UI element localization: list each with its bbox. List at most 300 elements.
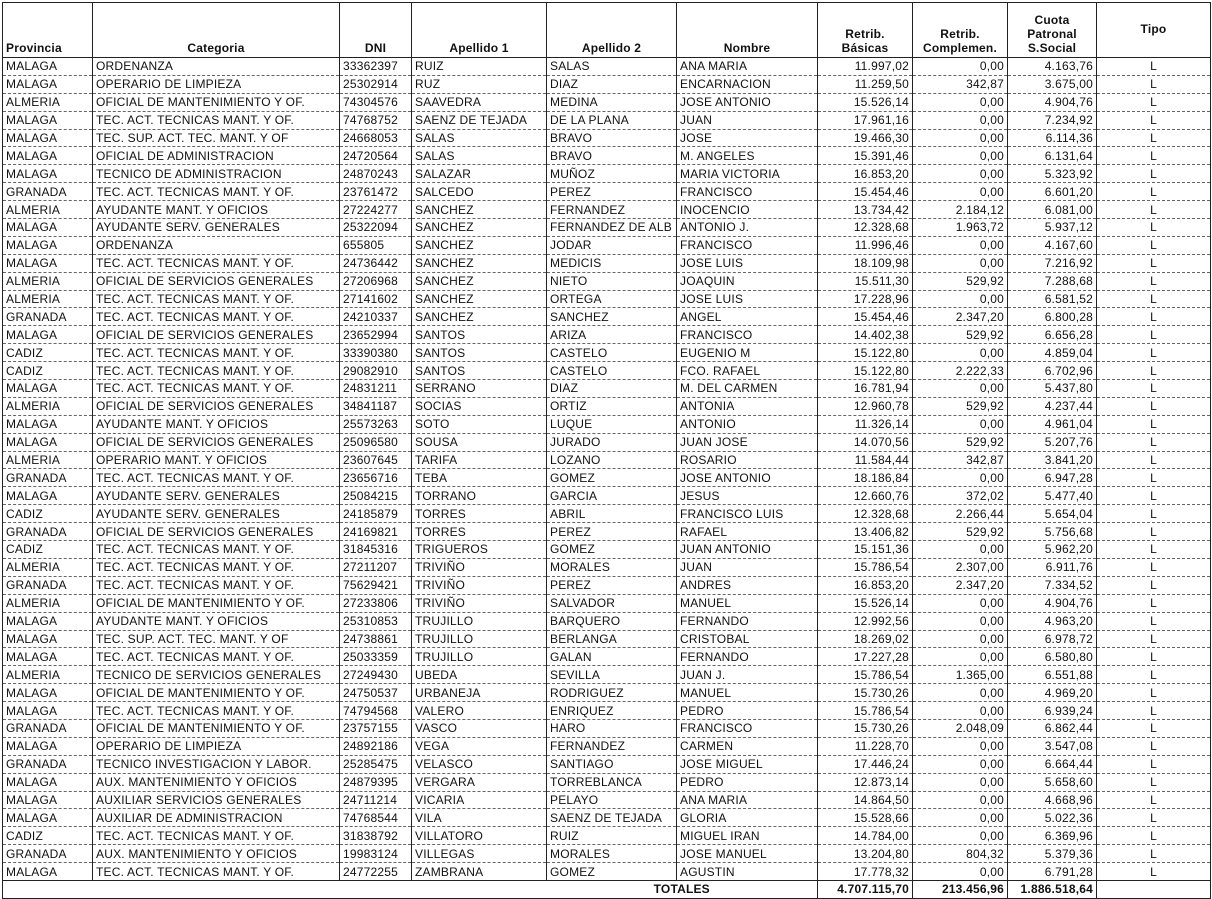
cell-retrib-complemen: 0,00: [913, 254, 1008, 272]
table-row: [3, 219, 1211, 237]
cell-retrib-complemen: 0,00: [913, 773, 1008, 791]
cell-cuota-patronal: 4.904,76: [1008, 594, 1097, 612]
cell-retrib-complemen: 0,00: [913, 111, 1008, 129]
cell-categoria: TEC. ACT. TECNICAS MANT. Y OF.: [93, 558, 340, 576]
header-tipo: Tipo: [1097, 3, 1211, 58]
cell-apellido-2: GALAN: [547, 648, 677, 666]
cell-dni: 29082910: [340, 362, 412, 380]
cell-categoria: TEC. ACT. TECNICAS MANT. Y OF.: [93, 308, 340, 326]
cell-provincia: MALAGA: [3, 702, 93, 720]
cell-apellido-1: TRUJILLO: [412, 630, 547, 648]
cell-dni: 19983124: [340, 845, 412, 863]
cell-retrib-complemen: 0,00: [913, 737, 1008, 755]
cell-provincia: GRANADA: [3, 576, 93, 594]
cell-categoria: ORDENANZA: [93, 236, 340, 254]
table-row: [3, 666, 1211, 684]
cell-dni: 27224277: [340, 201, 412, 219]
cell-cuota-patronal: 6.800,28: [1008, 308, 1097, 326]
cell-dni: 24736442: [340, 254, 412, 272]
cell-apellido-1: UBEDA: [412, 666, 547, 684]
cell-tipo: L: [1097, 630, 1211, 648]
table-row: [3, 147, 1211, 165]
cell-apellido-1: SALAS: [412, 147, 547, 165]
cell-cuota-patronal: 6.369,96: [1008, 827, 1097, 845]
cell-nombre: ANDRES: [677, 576, 818, 594]
cell-retrib-complemen: 529,92: [913, 272, 1008, 290]
cell-nombre: CRISTOBAL: [677, 630, 818, 648]
cell-nombre: JUAN JOSE: [677, 433, 818, 451]
cell-nombre: PEDRO: [677, 773, 818, 791]
cell-nombre: FRANCISCO: [677, 236, 818, 254]
table-row: [3, 630, 1211, 648]
cell-apellido-1: VILLATORO: [412, 827, 547, 845]
cell-apellido-2: MEDINA: [547, 93, 677, 111]
cell-apellido-1: SALCEDO: [412, 183, 547, 201]
cell-provincia: MALAGA: [3, 380, 93, 398]
cell-dni: 27206968: [340, 272, 412, 290]
cell-tipo: L: [1097, 791, 1211, 809]
cell-nombre: FRANCISCO LUIS: [677, 505, 818, 523]
header-row: [3, 3, 1211, 58]
cell-provincia: MALAGA: [3, 326, 93, 344]
cell-apellido-2: DIAZ: [547, 75, 677, 93]
cell-apellido-1: URBANEJA: [412, 684, 547, 702]
cell-dni: 25573263: [340, 415, 412, 433]
cell-apellido-2: CASTELO: [547, 344, 677, 362]
cell-provincia: CADIZ: [3, 362, 93, 380]
cell-provincia: MALAGA: [3, 809, 93, 827]
cell-categoria: ORDENANZA: [93, 58, 340, 76]
cell-retrib-complemen: 0,00: [913, 290, 1008, 308]
cell-apellido-1: TEBA: [412, 469, 547, 487]
cell-nombre: M. ANGELES: [677, 147, 818, 165]
cell-retrib-complemen: 372,02: [913, 487, 1008, 505]
cell-categoria: OFICIAL DE SERVICIOS GENERALES: [93, 272, 340, 290]
table-row: [3, 451, 1211, 469]
cell-apellido-2: SALAS: [547, 58, 677, 76]
cell-cuota-patronal: 6.978,72: [1008, 630, 1097, 648]
cell-dni: 34841187: [340, 397, 412, 415]
table-row: [3, 791, 1211, 809]
cell-retrib-basicas: 15.122,80: [818, 362, 913, 380]
table-row: [3, 827, 1211, 845]
cell-provincia: ALMERIA: [3, 558, 93, 576]
cell-tipo: L: [1097, 380, 1211, 398]
cell-categoria: TEC. ACT. TECNICAS MANT. Y OF.: [93, 469, 340, 487]
cell-provincia: GRANADA: [3, 469, 93, 487]
table-row: [3, 344, 1211, 362]
header-retrib-basicas: Retrib. Básicas: [818, 3, 913, 58]
cell-tipo: L: [1097, 505, 1211, 523]
cell-apellido-1: TRIVIÑO: [412, 594, 547, 612]
cell-cuota-patronal: 5.379,36: [1008, 845, 1097, 863]
cell-tipo: L: [1097, 594, 1211, 612]
cell-categoria: TEC. ACT. TECNICAS MANT. Y OF.: [93, 254, 340, 272]
cell-apellido-1: TRUJILLO: [412, 648, 547, 666]
cell-cuota-patronal: 5.658,60: [1008, 773, 1097, 791]
cell-retrib-basicas: 15.454,46: [818, 308, 913, 326]
cell-provincia: GRANADA: [3, 719, 93, 737]
cell-dni: 75629421: [340, 576, 412, 594]
cell-dni: 25310853: [340, 612, 412, 630]
cell-categoria: TEC. ACT. TECNICAS MANT. Y OF.: [93, 576, 340, 594]
table-row: [3, 362, 1211, 380]
cell-retrib-basicas: 11.997,02: [818, 58, 913, 76]
cell-tipo: L: [1097, 397, 1211, 415]
cell-apellido-2: SEVILLA: [547, 666, 677, 684]
cell-nombre: JUAN ANTONIO: [677, 541, 818, 559]
cell-apellido-2: MEDICIS: [547, 254, 677, 272]
cell-cuota-patronal: 3.547,08: [1008, 737, 1097, 755]
cell-dni: 23607645: [340, 451, 412, 469]
cell-categoria: OFICIAL DE MANTENIMIENTO Y OF.: [93, 684, 340, 702]
cell-retrib-complemen: 1.365,00: [913, 666, 1008, 684]
cell-apellido-2: RUIZ: [547, 827, 677, 845]
cell-cuota-patronal: 4.859,04: [1008, 344, 1097, 362]
cell-tipo: L: [1097, 487, 1211, 505]
cell-tipo: L: [1097, 666, 1211, 684]
cell-dni: 23761472: [340, 183, 412, 201]
cell-cuota-patronal: 5.022,36: [1008, 809, 1097, 827]
cell-tipo: L: [1097, 451, 1211, 469]
cell-retrib-basicas: 15.151,36: [818, 541, 913, 559]
cell-retrib-complemen: 0,00: [913, 58, 1008, 76]
cell-tipo: L: [1097, 469, 1211, 487]
cell-tipo: L: [1097, 272, 1211, 290]
cell-cuota-patronal: 6.656,28: [1008, 326, 1097, 344]
table-row: [3, 254, 1211, 272]
cell-apellido-1: SANCHEZ: [412, 308, 547, 326]
cell-retrib-complemen: 2.222,33: [913, 362, 1008, 380]
cell-retrib-basicas: 15.786,54: [818, 702, 913, 720]
cell-dni: 24720564: [340, 147, 412, 165]
cell-cuota-patronal: 7.234,92: [1008, 111, 1097, 129]
cell-nombre: FERNANDO: [677, 648, 818, 666]
cell-dni: 27211207: [340, 558, 412, 576]
cell-retrib-basicas: 15.786,54: [818, 666, 913, 684]
cell-tipo: L: [1097, 290, 1211, 308]
table-row: [3, 773, 1211, 791]
table-row: [3, 702, 1211, 720]
cell-provincia: GRANADA: [3, 845, 93, 863]
cell-cuota-patronal: 6.580,80: [1008, 648, 1097, 666]
table-row: [3, 594, 1211, 612]
cell-dni: 23652994: [340, 326, 412, 344]
cell-provincia: CADIZ: [3, 344, 93, 362]
cell-retrib-basicas: 15.526,14: [818, 93, 913, 111]
cell-provincia: MALAGA: [3, 111, 93, 129]
cell-cuota-patronal: 6.664,44: [1008, 755, 1097, 773]
table-row: [3, 648, 1211, 666]
cell-retrib-complemen: 2.347,20: [913, 576, 1008, 594]
table-row: [3, 845, 1211, 863]
cell-cuota-patronal: 5.207,76: [1008, 433, 1097, 451]
cell-cuota-patronal: 6.947,28: [1008, 469, 1097, 487]
cell-retrib-complemen: 342,87: [913, 451, 1008, 469]
cell-apellido-2: SALVADOR: [547, 594, 677, 612]
cell-categoria: TEC. ACT. TECNICAS MANT. Y OF.: [93, 541, 340, 559]
cell-retrib-complemen: 0,00: [913, 541, 1008, 559]
cell-categoria: AYUDANTE MANT. Y OFICIOS: [93, 201, 340, 219]
cell-cuota-patronal: 6.791,28: [1008, 863, 1097, 881]
totals-empty-cell: [412, 880, 547, 898]
cell-apellido-1: SANCHEZ: [412, 272, 547, 290]
cell-provincia: GRANADA: [3, 183, 93, 201]
cell-tipo: L: [1097, 684, 1211, 702]
cell-tipo: L: [1097, 362, 1211, 380]
table-row: [3, 433, 1211, 451]
cell-cuota-patronal: 4.963,20: [1008, 612, 1097, 630]
cell-apellido-1: SAAVEDRA: [412, 93, 547, 111]
cell-provincia: ALMERIA: [3, 594, 93, 612]
cell-retrib-complemen: 0,00: [913, 165, 1008, 183]
cell-retrib-complemen: 0,00: [913, 183, 1008, 201]
cell-tipo: L: [1097, 415, 1211, 433]
cell-apellido-2: MORALES: [547, 558, 677, 576]
cell-retrib-complemen: 0,00: [913, 415, 1008, 433]
cell-tipo: L: [1097, 183, 1211, 201]
cell-nombre: ROSARIO: [677, 451, 818, 469]
cell-categoria: TEC. ACT. TECNICAS MANT. Y OF.: [93, 344, 340, 362]
cell-categoria: TEC. ACT. TECNICAS MANT. Y OF.: [93, 362, 340, 380]
cell-dni: 24210337: [340, 308, 412, 326]
cell-cuota-patronal: 7.334,52: [1008, 576, 1097, 594]
cell-categoria: OFICIAL DE SERVICIOS GENERALES: [93, 397, 340, 415]
cell-retrib-basicas: 15.730,26: [818, 719, 913, 737]
cell-tipo: L: [1097, 558, 1211, 576]
cell-apellido-2: PEREZ: [547, 576, 677, 594]
cell-categoria: OFICIAL DE SERVICIOS GENERALES: [93, 523, 340, 541]
totals-row: [3, 880, 1211, 898]
cell-tipo: L: [1097, 648, 1211, 666]
cell-dni: 27141602: [340, 290, 412, 308]
cell-apellido-2: FERNANDEZ: [547, 201, 677, 219]
cell-apellido-1: SALAZAR: [412, 165, 547, 183]
table-row: [3, 576, 1211, 594]
cell-retrib-complemen: 2.048,09: [913, 719, 1008, 737]
cell-apellido-2: BERLANGA: [547, 630, 677, 648]
cell-retrib-basicas: 13.406,82: [818, 523, 913, 541]
cell-nombre: EUGENIO M: [677, 344, 818, 362]
cell-apellido-1: VASCO: [412, 719, 547, 737]
cell-retrib-complemen: 0,00: [913, 827, 1008, 845]
table-row: [3, 201, 1211, 219]
cell-cuota-patronal: 5.654,04: [1008, 505, 1097, 523]
table-row: [3, 380, 1211, 398]
cell-retrib-complemen: 0,00: [913, 702, 1008, 720]
cell-nombre: JOSE ANTONIO: [677, 469, 818, 487]
payroll-table: [2, 2, 1211, 899]
cell-retrib-basicas: 12.873,14: [818, 773, 913, 791]
cell-apellido-2: GOMEZ: [547, 863, 677, 881]
cell-retrib-basicas: 11.584,44: [818, 451, 913, 469]
table-row: [3, 236, 1211, 254]
cell-categoria: TEC. ACT. TECNICAS MANT. Y OF.: [93, 183, 340, 201]
table-row: [3, 272, 1211, 290]
table-row: [3, 93, 1211, 111]
totals-empty-cell: [340, 880, 412, 898]
cell-apellido-2: CASTELO: [547, 362, 677, 380]
cell-tipo: L: [1097, 576, 1211, 594]
cell-retrib-complemen: 529,92: [913, 397, 1008, 415]
cell-retrib-complemen: 0,00: [913, 863, 1008, 881]
cell-nombre: JOSE: [677, 129, 818, 147]
cell-retrib-basicas: 14.402,38: [818, 326, 913, 344]
cell-apellido-2: NIETO: [547, 272, 677, 290]
cell-cuota-patronal: 7.288,68: [1008, 272, 1097, 290]
cell-dni: 24892186: [340, 737, 412, 755]
cell-categoria: AYUDANTE SERV. GENERALES: [93, 505, 340, 523]
cell-nombre: FERNANDO: [677, 612, 818, 630]
cell-tipo: L: [1097, 809, 1211, 827]
cell-provincia: ALMERIA: [3, 666, 93, 684]
cell-provincia: MALAGA: [3, 75, 93, 93]
cell-apellido-2: GARCIA: [547, 487, 677, 505]
cell-dni: 24738861: [340, 630, 412, 648]
cell-apellido-2: ORTIZ: [547, 397, 677, 415]
cell-cuota-patronal: 5.962,20: [1008, 541, 1097, 559]
cell-apellido-2: RODRIGUEZ: [547, 684, 677, 702]
cell-dni: 31838792: [340, 827, 412, 845]
cell-dni: 24879395: [340, 773, 412, 791]
cell-nombre: ANA MARIA: [677, 791, 818, 809]
cell-cuota-patronal: 6.939,24: [1008, 702, 1097, 720]
cell-tipo: L: [1097, 147, 1211, 165]
cell-retrib-basicas: 17.446,24: [818, 755, 913, 773]
cell-retrib-basicas: 16.853,20: [818, 165, 913, 183]
cell-retrib-basicas: 14.784,00: [818, 827, 913, 845]
cell-retrib-complemen: 0,00: [913, 147, 1008, 165]
cell-tipo: L: [1097, 93, 1211, 111]
cell-retrib-basicas: 19.466,30: [818, 129, 913, 147]
cell-dni: 24668053: [340, 129, 412, 147]
table-row: [3, 183, 1211, 201]
cell-retrib-complemen: 0,00: [913, 809, 1008, 827]
cell-apellido-1: SANTOS: [412, 362, 547, 380]
cell-nombre: MIGUEL IRAN: [677, 827, 818, 845]
cell-provincia: GRANADA: [3, 755, 93, 773]
cell-retrib-basicas: 17.778,32: [818, 863, 913, 881]
cell-retrib-basicas: 11.326,14: [818, 415, 913, 433]
cell-apellido-2: ORTEGA: [547, 290, 677, 308]
cell-retrib-complemen: 2.184,12: [913, 201, 1008, 219]
cell-provincia: GRANADA: [3, 308, 93, 326]
cell-apellido-1: SANTOS: [412, 344, 547, 362]
cell-dni: 74768544: [340, 809, 412, 827]
cell-retrib-basicas: 18.269,02: [818, 630, 913, 648]
cell-retrib-basicas: 11.996,46: [818, 236, 913, 254]
cell-provincia: MALAGA: [3, 773, 93, 791]
cell-apellido-2: FERNANDEZ: [547, 737, 677, 755]
totals-retrib-complemen: 213.456,96: [913, 880, 1008, 898]
cell-nombre: FRANCISCO: [677, 326, 818, 344]
cell-dni: 33390380: [340, 344, 412, 362]
cell-tipo: L: [1097, 58, 1211, 76]
cell-tipo: L: [1097, 827, 1211, 845]
cell-apellido-1: SANCHEZ: [412, 290, 547, 308]
table-row: [3, 487, 1211, 505]
cell-retrib-complemen: 2.266,44: [913, 505, 1008, 523]
cell-apellido-2: BRAVO: [547, 147, 677, 165]
cell-provincia: CADIZ: [3, 541, 93, 559]
header-categoria: Categoria: [93, 3, 340, 58]
cell-apellido-1: VILA: [412, 809, 547, 827]
cell-tipo: L: [1097, 75, 1211, 93]
cell-nombre: FCO. RAFAEL: [677, 362, 818, 380]
cell-cuota-patronal: 6.081,00: [1008, 201, 1097, 219]
cell-cuota-patronal: 6.911,76: [1008, 558, 1097, 576]
cell-apellido-1: SANCHEZ: [412, 254, 547, 272]
cell-tipo: L: [1097, 129, 1211, 147]
cell-tipo: L: [1097, 344, 1211, 362]
cell-apellido-2: DE LA PLANA: [547, 111, 677, 129]
cell-dni: 74768752: [340, 111, 412, 129]
cell-tipo: L: [1097, 541, 1211, 559]
cell-retrib-basicas: 12.328,68: [818, 505, 913, 523]
cell-provincia: GRANADA: [3, 523, 93, 541]
cell-apellido-2: LOZANO: [547, 451, 677, 469]
cell-dni: 24169821: [340, 523, 412, 541]
table-row: [3, 326, 1211, 344]
cell-provincia: MALAGA: [3, 147, 93, 165]
cell-nombre: RAFAEL: [677, 523, 818, 541]
cell-apellido-2: FERNANDEZ DE ALB: [547, 219, 677, 237]
cell-retrib-complemen: 0,00: [913, 648, 1008, 666]
cell-retrib-complemen: 0,00: [913, 612, 1008, 630]
cell-retrib-complemen: 0,00: [913, 236, 1008, 254]
cell-cuota-patronal: 6.131,64: [1008, 147, 1097, 165]
cell-categoria: TEC. ACT. TECNICAS MANT. Y OF.: [93, 290, 340, 308]
cell-retrib-basicas: 15.454,46: [818, 183, 913, 201]
cell-provincia: ALMERIA: [3, 451, 93, 469]
cell-cuota-patronal: 4.961,04: [1008, 415, 1097, 433]
cell-provincia: MALAGA: [3, 737, 93, 755]
cell-nombre: FRANCISCO: [677, 183, 818, 201]
cell-apellido-1: SOTO: [412, 415, 547, 433]
cell-apellido-2: PEREZ: [547, 523, 677, 541]
cell-cuota-patronal: 4.167,60: [1008, 236, 1097, 254]
cell-retrib-basicas: 11.228,70: [818, 737, 913, 755]
cell-retrib-complemen: 0,00: [913, 93, 1008, 111]
cell-apellido-1: TRIVIÑO: [412, 558, 547, 576]
cell-apellido-1: VICARIA: [412, 791, 547, 809]
cell-retrib-complemen: 2.307,00: [913, 558, 1008, 576]
cell-retrib-complemen: 0,00: [913, 791, 1008, 809]
cell-nombre: JOAQUIN: [677, 272, 818, 290]
cell-provincia: MALAGA: [3, 487, 93, 505]
cell-apellido-1: SERRANO: [412, 380, 547, 398]
cell-tipo: L: [1097, 755, 1211, 773]
cell-apellido-1: VALERO: [412, 702, 547, 720]
cell-categoria: TEC. ACT. TECNICAS MANT. Y OF.: [93, 827, 340, 845]
cell-cuota-patronal: 6.702,96: [1008, 362, 1097, 380]
cell-dni: 74794568: [340, 702, 412, 720]
cell-nombre: JOSE MANUEL: [677, 845, 818, 863]
cell-categoria: TECNICO DE ADMINISTRACION: [93, 165, 340, 183]
table-row: [3, 755, 1211, 773]
cell-apellido-2: BRAVO: [547, 129, 677, 147]
cell-apellido-1: VERGARA: [412, 773, 547, 791]
cell-dni: 25322094: [340, 219, 412, 237]
cell-apellido-1: TORRANO: [412, 487, 547, 505]
cell-retrib-complemen: 529,92: [913, 326, 1008, 344]
cell-categoria: OPERARIO MANT. Y OFICIOS: [93, 451, 340, 469]
cell-cuota-patronal: 4.237,44: [1008, 397, 1097, 415]
cell-tipo: L: [1097, 702, 1211, 720]
table-row: [3, 809, 1211, 827]
cell-provincia: MALAGA: [3, 415, 93, 433]
table-row: [3, 129, 1211, 147]
